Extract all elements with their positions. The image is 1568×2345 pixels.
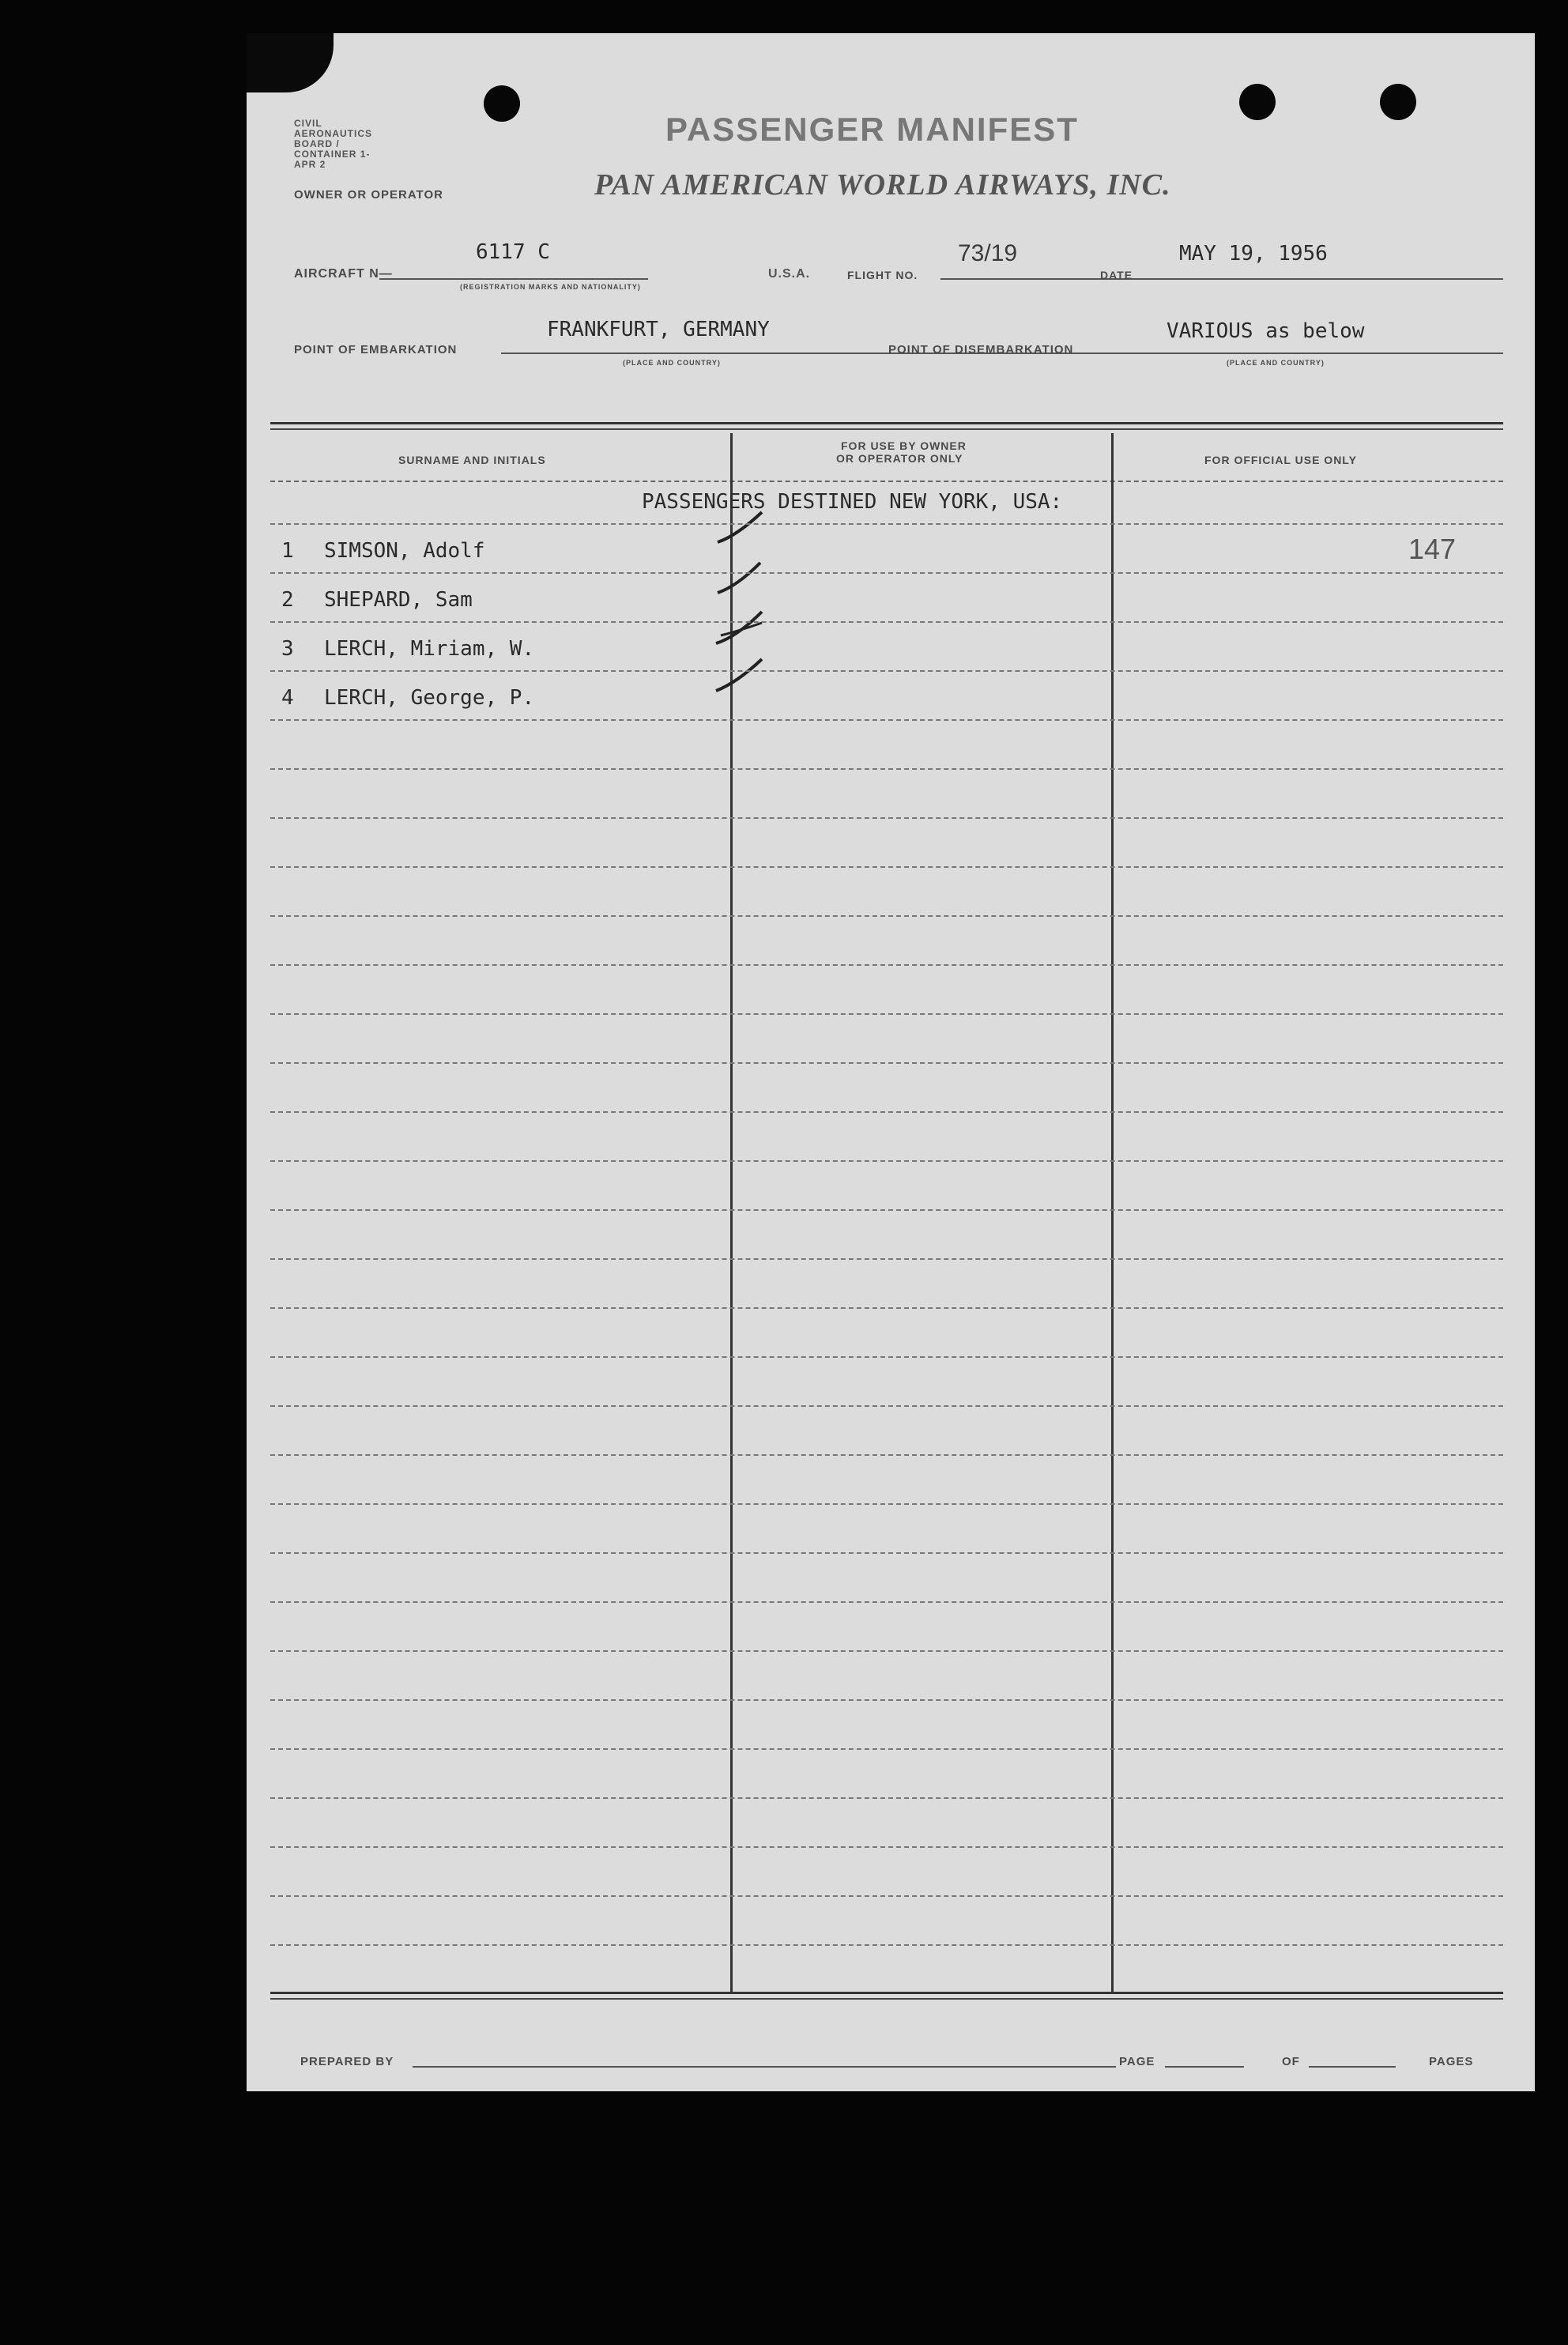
column-header-owner-1: FOR USE BY OWNER bbox=[841, 439, 967, 452]
table-top-rule bbox=[270, 422, 1503, 424]
table-top-rule-2 bbox=[270, 428, 1503, 430]
table-bottom-rule bbox=[270, 1992, 1503, 1994]
prepared-by-label: PREPARED BY bbox=[300, 2055, 394, 2068]
row-line bbox=[270, 866, 1503, 868]
row-line bbox=[270, 1062, 1503, 1064]
column-header-official: FOR OFFICIAL USE ONLY bbox=[1204, 454, 1357, 466]
row-line bbox=[270, 1895, 1503, 1897]
row-line bbox=[270, 1356, 1503, 1358]
date-underline bbox=[1148, 278, 1503, 280]
row-line bbox=[270, 1650, 1503, 1652]
row-line bbox=[270, 1944, 1503, 1946]
owner-label: OWNER OR OPERATOR bbox=[294, 188, 443, 202]
form-code: CIVIL AERONAUTICS BOARD / CONTAINER 1-APR 2 bbox=[294, 118, 373, 170]
row-line bbox=[270, 1552, 1503, 1554]
of-label: OF bbox=[1282, 2055, 1300, 2068]
row-line bbox=[270, 1258, 1503, 1260]
column-divider-right bbox=[1111, 433, 1114, 1992]
header-divider bbox=[270, 481, 1503, 482]
row-line bbox=[270, 768, 1503, 770]
row-line bbox=[270, 1209, 1503, 1211]
flight-value: 73/19 bbox=[958, 240, 1018, 266]
aircraft-underline bbox=[379, 278, 648, 280]
passenger-name: LERCH, Miriam, W. bbox=[324, 637, 535, 661]
page-label: PAGE bbox=[1119, 2055, 1155, 2068]
embarkation-place-note: (PLACE AND COUNTRY) bbox=[623, 359, 721, 367]
section-heading: PASSENGERS DESTINED NEW YORK, USA: bbox=[642, 490, 1063, 514]
row-line bbox=[270, 1846, 1503, 1848]
passenger-number: 1 bbox=[281, 539, 294, 563]
column-header-owner-2: OR OPERATOR ONLY bbox=[836, 452, 963, 465]
embarkation-value: FRANKFURT, GERMANY bbox=[547, 318, 770, 341]
row-line bbox=[270, 1111, 1503, 1113]
embarkation-label: POINT OF EMBARKATION bbox=[294, 343, 458, 356]
row-line bbox=[270, 1699, 1503, 1701]
row-line bbox=[270, 1748, 1503, 1750]
punch-hole bbox=[1239, 84, 1276, 120]
row-line bbox=[270, 670, 1503, 672]
passenger-name: SIMSON, Adolf bbox=[324, 539, 485, 563]
passenger-number: 2 bbox=[281, 588, 294, 612]
passenger-number: 3 bbox=[281, 637, 294, 661]
row-line bbox=[270, 1405, 1503, 1407]
registration-note: (REGISTRATION MARKS AND NATIONALITY) bbox=[460, 283, 641, 291]
row-line bbox=[270, 817, 1503, 819]
disembarkation-place-note: (PLACE AND COUNTRY) bbox=[1227, 359, 1325, 367]
passenger-name: LERCH, George, P. bbox=[324, 686, 535, 710]
row-line bbox=[270, 964, 1503, 966]
flight-label: FLIGHT NO. bbox=[847, 269, 918, 281]
row-line bbox=[270, 1797, 1503, 1799]
passenger-number: 4 bbox=[281, 686, 294, 710]
passenger-name: SHEPARD, Sam bbox=[324, 588, 473, 612]
torn-corner bbox=[247, 33, 334, 92]
aircraft-value: 6117 C bbox=[476, 240, 550, 264]
row-line bbox=[270, 1454, 1503, 1456]
of-underline bbox=[1309, 2066, 1396, 2068]
table-bottom-rule-2 bbox=[270, 1998, 1503, 2000]
disembarkation-label: POINT OF DISEMBARKATION bbox=[888, 343, 1074, 356]
prepared-by-underline bbox=[413, 2066, 1116, 2068]
punch-hole bbox=[1380, 84, 1416, 120]
row-line bbox=[270, 1307, 1503, 1309]
row-line bbox=[270, 719, 1503, 721]
disembarkation-value: VARIOUS as below bbox=[1167, 319, 1365, 343]
row-line bbox=[270, 1503, 1503, 1505]
row-line bbox=[270, 572, 1503, 574]
row-line bbox=[270, 1013, 1503, 1015]
manifest-page bbox=[247, 33, 1535, 2091]
pages-label: PAGES bbox=[1429, 2055, 1474, 2068]
row-line bbox=[270, 1601, 1503, 1603]
column-header-surname: SURNAME AND INITIALS bbox=[398, 454, 546, 466]
page-title: PASSENGER MANIFEST bbox=[665, 111, 1079, 148]
aircraft-label: AIRCRAFT N— bbox=[294, 267, 393, 281]
official-note: 147 bbox=[1408, 533, 1457, 565]
usa-label: U.S.A. bbox=[768, 267, 811, 281]
date-label: DATE bbox=[1100, 269, 1133, 281]
operator-name: PAN AMERICAN WORLD AIRWAYS, INC. bbox=[594, 168, 1171, 202]
row-line bbox=[270, 1160, 1503, 1162]
row-line bbox=[270, 915, 1503, 917]
row-line bbox=[270, 621, 1503, 623]
row-line bbox=[270, 523, 1503, 525]
page-underline bbox=[1165, 2066, 1244, 2068]
date-value: MAY 19, 1956 bbox=[1179, 242, 1328, 266]
punch-hole bbox=[484, 85, 520, 122]
disembarkation-underline bbox=[1116, 353, 1503, 354]
